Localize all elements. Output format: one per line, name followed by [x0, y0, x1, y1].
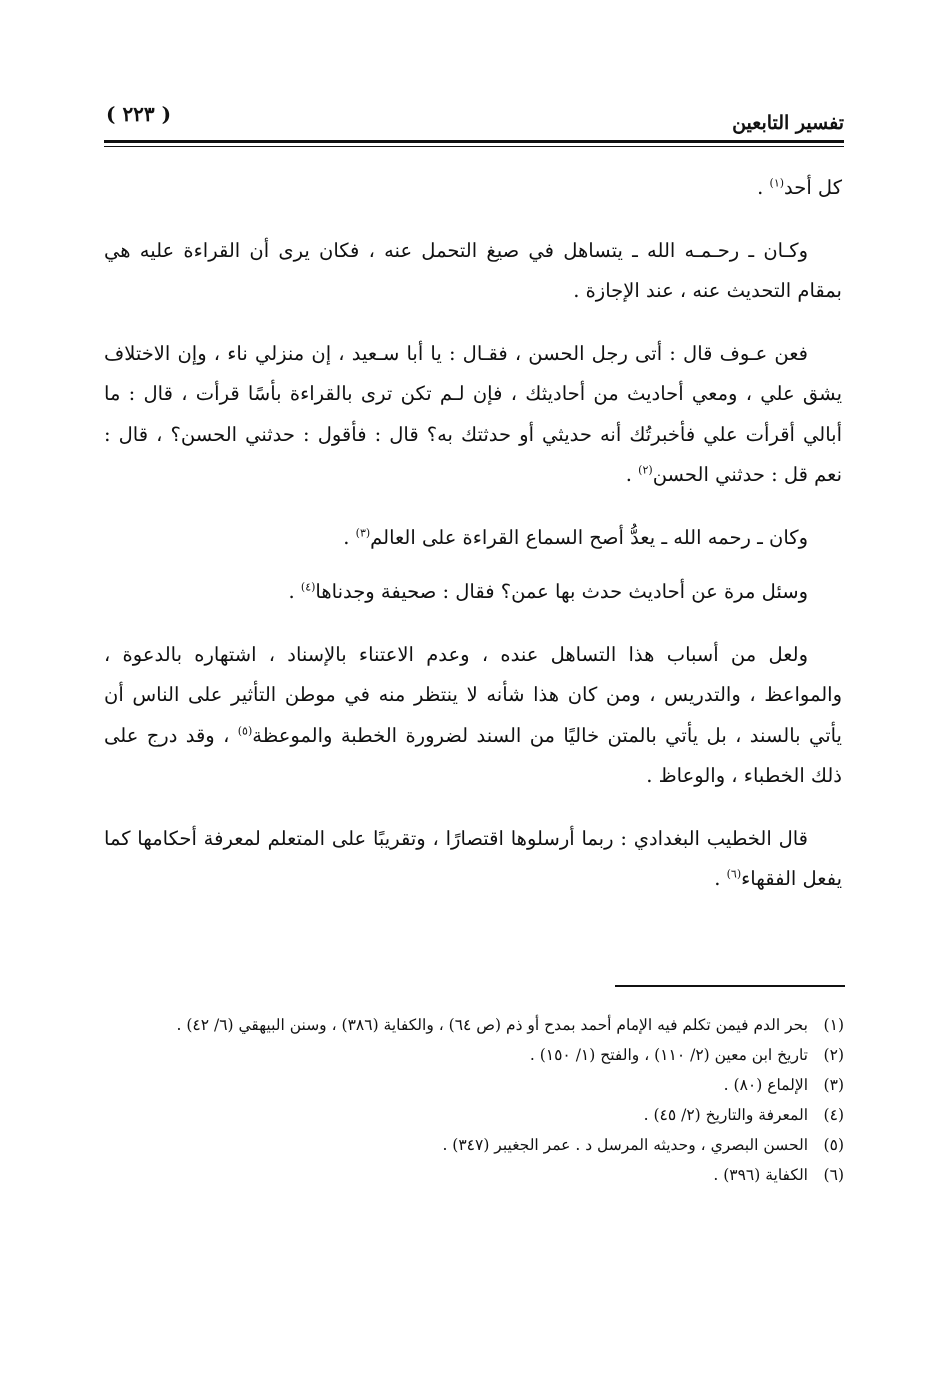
- footnote-text: المعرفة والتاريخ (٢/ ٤٥) .: [643, 1106, 808, 1124]
- footnote-number: (٢): [823, 1046, 844, 1064]
- paragraph-text: وسئل مرة عن أحاديث حدث بها عمن؟ فقال : صحيفة وجدناها: [315, 580, 808, 603]
- paragraph-text: وكان ـ رحمه الله ـ يعدُّ أصح السماع القراءة على العالم: [370, 525, 808, 549]
- footnote-separator: [615, 985, 845, 987]
- footnote-ref: (٤): [300, 580, 316, 594]
- paragraph-text: وكـان ـ رحـمـه الله ـ يتساهل في صيغ التحمل عنه ، فكان يرى أن القراءة عليه هي بمقام التحديث عنه ، عند الإجازة .: [104, 238, 842, 302]
- footnote: [104, 1010, 844, 1040]
- footnote-text: الحسن البصري ، وحديثه المرسل د . عمر الجغيبر (٣٤٧) .: [442, 1136, 808, 1154]
- paragraph-tail: ، وقد درج على ذلك الخطباء ، والوعاظ .: [104, 723, 842, 787]
- footnote-text: تاريخ ابن معين (٢/ ١١٠) ، والفتح (١/ ١٥٠) .: [529, 1046, 808, 1064]
- paragraph-tail: .: [343, 525, 356, 549]
- footnote-number: (٦): [823, 1166, 844, 1184]
- footnote-ref: (٥): [237, 724, 253, 737]
- footnote: [104, 1040, 844, 1070]
- footnote-ref: (٦): [726, 867, 742, 881]
- paragraph-text: قال الخطيب البغدادي : ربما أرسلوها اقتصارًا ، وتقريبًا على المتعلم لمعرفة أحكامها كما يفعل الفقهاء: [104, 826, 842, 890]
- footnote-ref: (٢): [638, 463, 653, 477]
- footnote-text: الإلماع (٨٠) .: [723, 1076, 808, 1094]
- paragraph-text: ولعل من أسباب هذا التساهل عنده ، وعدم الاعتناء بالإسناد ، اشتهاره بالدعوة ، والمواعظ ، والتدريس ، ومن كان هذا شأنه لا ينتظر منه في موطن التأثير على الناس أن يأتي بالسند ، بل يأتي بالمتن خاليًا من السند لضرورة الخطبة والموعظة: [104, 642, 842, 747]
- footnote-number: (٤): [823, 1106, 844, 1124]
- paragraph: [104, 572, 842, 613]
- footnote-text: بحر الدم فيمن تكلم فيه الإمام أحمد بمدح أو ذم (ص ٦٤) ، والكفاية (٣٨٦) ، وسنن البيهقي (٦/ ٤٢) .: [176, 1016, 808, 1034]
- footnotes: [104, 1010, 844, 1190]
- paragraph-tail: .: [625, 463, 639, 486]
- page-header: [104, 98, 844, 138]
- footnote: [104, 1100, 844, 1130]
- page-number: ( ٢٢٣ ): [106, 102, 172, 126]
- main-text: [104, 168, 842, 922]
- footnote-number: (١): [823, 1016, 844, 1034]
- footnote-number: (٣): [823, 1076, 844, 1094]
- header-rule-thick: [104, 140, 844, 143]
- book-title: تفسير التابعين: [732, 112, 844, 134]
- paragraph-tail: .: [714, 867, 727, 890]
- footnote-ref: (١): [769, 176, 785, 190]
- paragraph: [104, 635, 842, 797]
- paragraph: [104, 168, 842, 209]
- paragraph: [104, 518, 842, 559]
- paragraph: [104, 231, 842, 312]
- footnote: [104, 1130, 844, 1160]
- footnote-ref: (٣): [355, 526, 371, 539]
- paragraph-text: كل أحد: [784, 176, 842, 199]
- header-rule-thin: [104, 146, 844, 147]
- paragraph-tail: .: [288, 580, 301, 603]
- footnote: [104, 1070, 844, 1100]
- footnote: [104, 1160, 844, 1190]
- paragraph: [104, 334, 842, 496]
- footnote-text: الكفاية (٣٩٦) .: [713, 1166, 808, 1184]
- footnote-number: (٥): [823, 1136, 844, 1154]
- paragraph-text: فعن عـوف قال : أتى رجل الحسن ، فقـال : يا أبا سـعيد ، إن منزلي ناء ، وإن الاختلاف يشق علي ، ومعي أحاديث من أحاديثك ، فإن لـم تكن ترى بالقراءة بأسًا قرأت ، قال : ما أبالي أقرأت علي فأخبرتُك أنه حديثي أو حدثتك به؟ قال : فأقول : حدثني الحسن؟ ، قال : نعم قل : حدثني الحسن: [104, 341, 842, 486]
- paragraph: [104, 819, 842, 900]
- paragraph-tail: .: [757, 176, 770, 199]
